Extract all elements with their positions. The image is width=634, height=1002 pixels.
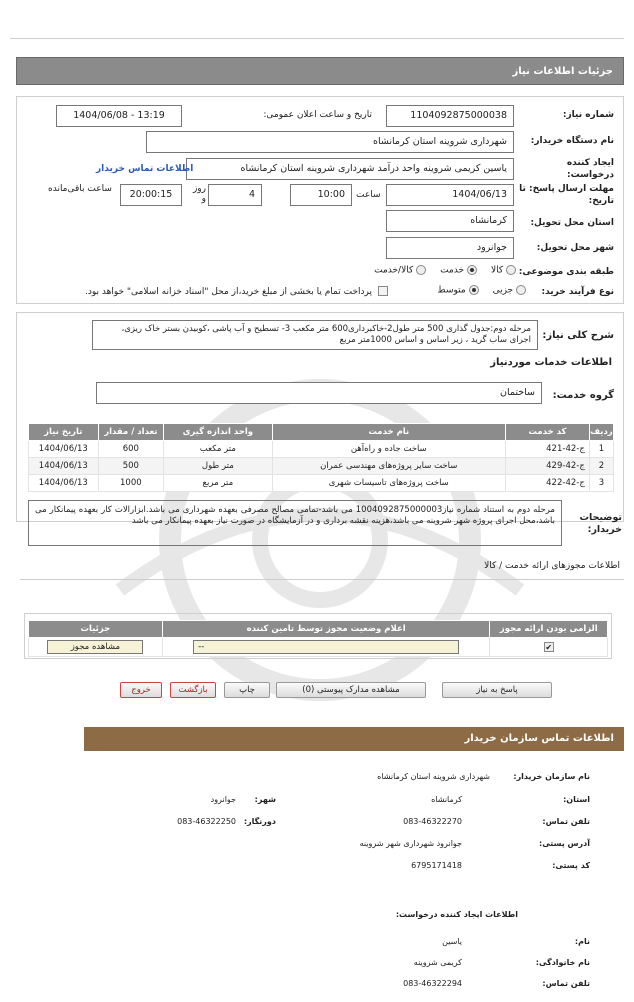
top-rule — [10, 38, 624, 39]
contact-section-title: اطلاعات تماس سازمان خریدار — [84, 727, 624, 751]
creator-info-title: اطلاعات ایجاد کننده درخواست: — [395, 910, 518, 919]
creator-family-label: نام خانوادگی: — [535, 958, 590, 967]
col-code: کد خدمت — [505, 424, 589, 441]
permit-col-details: جزئیات — [29, 621, 163, 638]
city-label: شهر محل تحویل: — [536, 243, 614, 253]
creator-name-value: یاسین — [442, 937, 462, 946]
back-button[interactable]: بازگشت — [170, 682, 216, 698]
days-field: 4 — [208, 184, 262, 206]
attachments-button[interactable]: مشاهده مدارک پیوستی (0) — [276, 682, 426, 698]
time-label: ساعت — [356, 190, 381, 200]
category-option-both[interactable]: کالا/خدمت — [374, 265, 426, 276]
permit-col-required: الزامی بودن ارائه مجوز — [490, 621, 608, 638]
contact-city-value: جوانرود — [210, 795, 236, 804]
view-permit-button[interactable]: مشاهده مجوز — [47, 640, 143, 654]
services-title: اطلاعات خدمات موردنیاز — [490, 357, 612, 368]
address-label: آدرس پستی: — [539, 839, 590, 848]
org-label: نام سازمان خریدار: — [513, 772, 590, 781]
contact-province-value: کرمانشاه — [431, 795, 462, 804]
permit-status-field[interactable]: -- — [193, 640, 459, 654]
province-label: استان محل تحویل: — [530, 218, 614, 228]
table-row: 1404/06/13 500 متر طول ساخت سایر پروژه‌های مهندسی عمران ج-42-429 2 — [29, 458, 614, 475]
creator-name-label: نام: — [574, 937, 590, 946]
address-value: جوانرود شهرداری شهر شروینه — [359, 839, 462, 848]
notes-label: توضیحات خریدار: — [579, 512, 622, 535]
remaining-time-field: 20:00:15 — [120, 184, 182, 206]
need-number-label: شماره نیاز: — [562, 110, 614, 120]
deadline-label: مهلت ارسال پاسخ: تا تاریخ: — [519, 184, 614, 206]
col-date: تاریخ نیاز — [29, 424, 99, 441]
process-option-medium[interactable]: متوسط — [437, 285, 478, 296]
need-number-field: 1104092875000038 — [386, 105, 514, 127]
remaining-label: ساعت باقی‌مانده — [48, 184, 112, 194]
org-value: شهرداری شروینه استان کرمانشاه — [377, 772, 490, 781]
col-name: نام خدمت — [272, 424, 505, 441]
buyer-field: شهرداری شروینه استان کرمانشاه — [146, 131, 514, 153]
announce-label: تاریخ و ساعت اعلان عمومی: — [263, 110, 372, 120]
services-table — [28, 423, 614, 492]
permits-title: اطلاعات مجوزهای ارائه خدمت / کالا — [484, 561, 620, 571]
creator-field: یاسین کریمی شروینه واحد درآمد شهرداری شروینه استان کرمانشاه — [186, 158, 514, 180]
permit-col-status: اعلام وضعیت مجوز توسط تامین کننده — [162, 621, 490, 638]
deadline-time-field: 10:00 — [290, 184, 352, 206]
postal-value: 6795171418 — [411, 861, 462, 870]
creator-family-value: کریمی شروینه — [413, 958, 462, 967]
process-label: نوع فرآیند خرید: — [541, 287, 614, 297]
notes-text: مرحله دوم به استناد شماره نیاز1004092875000003 می باشد-تمامی مصالح مصرفی بعهده شهرداری می باشد.ابزارالات کار بعهده پیمانکار می باشد،محل اجرای پروژه شهر شروینه می باشد،هزینه نقشه برداری و در آزمایشگاه در صورت نیاز بعهده پیمانکار می باشد — [28, 500, 562, 546]
deadline-date-field: 1404/06/13 — [386, 184, 514, 206]
service-group-label: گروه خدمت: — [552, 390, 614, 401]
col-qty: تعداد / مقدار — [98, 424, 164, 441]
category-radio-group — [374, 265, 516, 276]
process-option-minor[interactable]: جزیی — [493, 285, 526, 296]
contact-phone-label: تلفن تماس: — [542, 817, 590, 826]
province-field: کرمانشاه — [386, 210, 514, 232]
reply-button[interactable]: پاسخ به نیاز — [442, 682, 552, 698]
contact-info-link[interactable]: اطلاعات تماس خریدار — [96, 164, 194, 174]
table-row: 1404/06/13 1000 متر مربع ساخت پروژه‌های تاسیسات شهری ج-42-422 3 — [29, 475, 614, 492]
category-option-khedmat[interactable]: خدمت — [440, 265, 477, 276]
creator-label: ایجاد کننده درخواست: — [566, 158, 614, 180]
permit-required-checkbox: ✔ — [545, 642, 553, 652]
announce-field: 1404/06/08 - 13:19 — [56, 105, 182, 127]
page-title: جزئیات اطلاعات نیاز — [16, 57, 624, 85]
permits-rule — [20, 579, 624, 580]
creator-phone-label: تلفن تماس: — [542, 979, 590, 988]
payment-checkbox[interactable] — [378, 286, 388, 296]
contact-fax-label: دورنگار: — [243, 817, 276, 826]
summary-label: شرح کلی نیاز: — [542, 330, 614, 341]
city-field: جوانرود — [386, 237, 514, 259]
contact-province-label: استان: — [563, 795, 590, 804]
exit-button[interactable]: خروج — [120, 682, 162, 698]
service-group-field: ساختمان — [96, 382, 542, 404]
permits-table — [28, 620, 608, 657]
contact-fax-value: 083-46322250 — [177, 817, 236, 826]
contact-phone-value: 083-46322270 — [403, 817, 462, 826]
col-unit: واحد اندازه گیری — [164, 424, 272, 441]
category-label: طبقه بندی موضوعی: — [518, 267, 614, 277]
print-button[interactable]: چاپ — [224, 682, 270, 698]
category-option-kala[interactable]: کالا — [491, 265, 516, 276]
buyer-label: نام دستگاه خریدار: — [530, 136, 614, 146]
process-radio-group — [437, 285, 526, 296]
col-idx: ردیف — [589, 424, 613, 441]
table-row — [29, 638, 608, 657]
payment-note: پرداخت تمام یا بخشی از مبلغ خرید،از محل "اسناد خزانه اسلامی" خواهد بود. — [84, 287, 372, 297]
summary-text: مرحله دوم:جدول گذاری 500 متر طول2-خاکبرداری600 متر مکعب 3- تسطیح و آب پاشی ،کوبیدن بستر خاک ریزی، اجرای ساب گرید ، زیر اساس و اساس 1000متر مربع — [92, 320, 538, 350]
postal-label: کد پستی: — [552, 861, 590, 870]
days-label: روز و — [192, 184, 206, 204]
contact-city-label: شهر: — [254, 795, 276, 804]
creator-phone-value: 083-46322294 — [403, 979, 462, 988]
table-row: 1404/06/13 600 متر مکعب ساخت جاده و راه‌آهن ج-42-421 1 — [29, 441, 614, 458]
